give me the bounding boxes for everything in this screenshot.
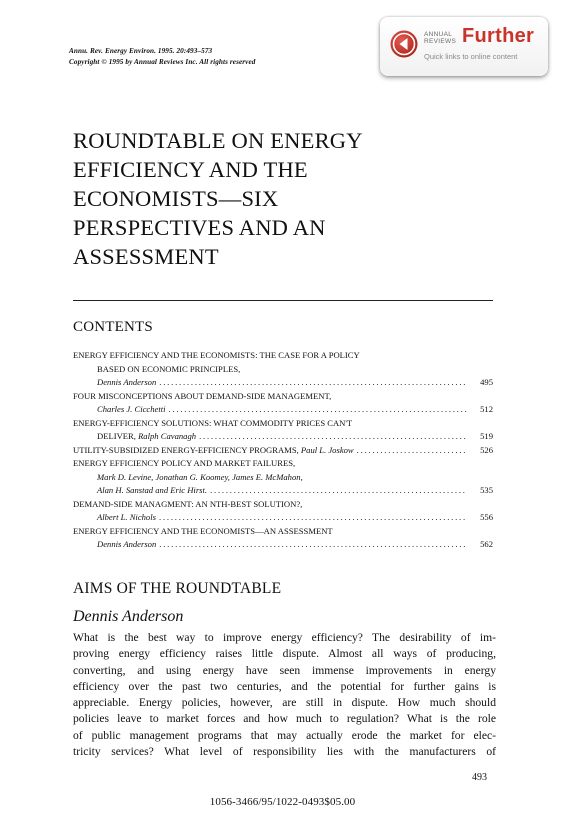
body-line: What is the best way to improve energy efficiency? The desirability of im- bbox=[73, 631, 496, 644]
toc-entry-author: Dennis Anderson bbox=[97, 377, 157, 387]
toc-entry-author: Ralph Cavanagh bbox=[138, 431, 197, 441]
article-title bbox=[73, 126, 363, 271]
wordmark-annual: ANNUAL bbox=[424, 31, 453, 38]
toc-entry-author: Dennis Anderson bbox=[97, 539, 157, 549]
body-line: efficiency over the past two centuries, and the potential for further gains is bbox=[73, 679, 496, 693]
section-heading: AIMS OF THE ROUNDTABLE bbox=[73, 580, 282, 597]
toc-entry-author-line[interactable] bbox=[73, 511, 493, 525]
contents-heading: CONTENTS bbox=[73, 319, 153, 335]
toc-entry-authors[interactable] bbox=[73, 471, 493, 485]
toc-entry-author-line[interactable] bbox=[73, 430, 493, 444]
toc-entry-author: Paul L. Joskow bbox=[300, 444, 354, 455]
toc-entry-page: 495 bbox=[480, 377, 493, 387]
page-number: 493 bbox=[472, 772, 487, 783]
toc-entry-author: Mark D. Levine, Jonathan G. Koomey, James E. McMahon, bbox=[97, 471, 303, 482]
toc-entry-title[interactable]: ENERGY EFFICIENCY AND THE ECONOMISTS—AN ASSESSMENT bbox=[73, 525, 333, 536]
toc-entry-author-line[interactable] bbox=[73, 403, 493, 417]
citation-line-journal: Annu. Rev. Energy Environ. 1995. 20:493–573 bbox=[69, 47, 213, 55]
toc-entry-title[interactable]: ENERGY EFFICIENCY AND THE ECONOMISTS: THE CASE FOR A POLICY bbox=[73, 350, 360, 360]
toc-entry-page: 556 bbox=[480, 512, 493, 522]
citation-line-copyright: Copyright © 1995 by Annual Reviews Inc. All rights reserved bbox=[69, 58, 256, 66]
toc-entry-author: Alan H. Sanstad and Eric Hirst. bbox=[97, 485, 208, 495]
toc-entry-author-line[interactable] bbox=[73, 376, 493, 390]
table-of-contents bbox=[73, 349, 493, 552]
toc-entry-title[interactable]: ENERGY-EFFICIENCY SOLUTIONS: WHAT COMMODITY PRICES CAN'T bbox=[73, 417, 353, 428]
footer-code: 1056-3466/95/1022-0493$05.00 bbox=[209, 796, 356, 808]
further-links-badge[interactable] bbox=[380, 17, 548, 76]
toc-entry-page: 512 bbox=[480, 404, 493, 414]
title-line: ASSESSMENT bbox=[73, 244, 219, 269]
body-line: converting, and using energy have seen immense improvements in energy bbox=[73, 663, 496, 677]
title-divider bbox=[73, 300, 493, 301]
toc-entry-page: 526 bbox=[480, 444, 493, 455]
toc-entry-author-line[interactable] bbox=[73, 484, 493, 498]
toc-entry-page: 562 bbox=[480, 539, 493, 549]
body-paragraph bbox=[73, 630, 496, 760]
toc-dot-leader bbox=[159, 511, 467, 525]
body-line: proving energy efficiency raises little dispute. Almost all ways of producing, bbox=[73, 647, 496, 661]
title-line: EFFICIENCY AND THE bbox=[73, 157, 308, 182]
toc-dot-leader bbox=[159, 376, 467, 390]
toc-dot-leader bbox=[159, 538, 467, 552]
red-arrow-circle-icon bbox=[389, 29, 419, 59]
toc-entry-title[interactable] bbox=[73, 444, 493, 458]
quick-links-tagline: Quick links to online content bbox=[424, 52, 518, 61]
toc-entry-author: Albert L. Nichols bbox=[97, 512, 156, 522]
title-line: ECONOMISTS—SIX bbox=[73, 186, 279, 211]
toc-entry-page: 535 bbox=[480, 485, 493, 495]
toc-dot-leader bbox=[169, 403, 468, 417]
wordmark-reviews: REVIEWS bbox=[424, 38, 457, 45]
journal-citation bbox=[69, 46, 255, 68]
toc-dot-leader bbox=[210, 484, 467, 498]
annual-reviews-wordmark bbox=[424, 31, 456, 45]
toc-entry-title[interactable]: FOUR MISCONCEPTIONS ABOUT DEMAND-SIDE MANAGEMENT, bbox=[73, 390, 332, 401]
toc-entry-title[interactable]: DEMAND-SIDE MANAGMENT: AN NTH-BEST SOLUTION?, bbox=[73, 498, 303, 509]
toc-entry-author: Charles J. Cicchetti bbox=[97, 404, 166, 414]
section-author: Dennis Anderson bbox=[73, 608, 184, 625]
toc-entry-page: 519 bbox=[480, 431, 493, 441]
toc-entry-title-cont: DELIVER, bbox=[97, 431, 139, 441]
toc-dot-leader bbox=[199, 430, 467, 444]
body-line: of public management programs that may actually erode the market for elec- bbox=[73, 728, 496, 742]
further-label: Further bbox=[462, 25, 535, 47]
toc-entry-author-line[interactable] bbox=[73, 538, 493, 552]
toc-entry-title-text: UTILITY-SUBSIDIZED ENERGY-EFFICIENCY PROGRAMS, bbox=[73, 444, 301, 455]
title-line: PERSPECTIVES AND AN bbox=[73, 215, 326, 240]
toc-entry-title-cont[interactable]: BASED ON ECONOMIC PRINCIPLES, bbox=[97, 363, 241, 374]
body-line: policies leave to market forces and how much to regulation? What is the role bbox=[73, 712, 496, 726]
toc-entry-title[interactable]: ENERGY EFFICIENCY POLICY AND MARKET FAILURES, bbox=[73, 458, 296, 468]
body-line: appreciable. Energy policies, however, are still in dispute. How much should bbox=[73, 696, 496, 710]
body-line: tricity services? What level of responsibility lies with the manufacturers of bbox=[73, 745, 496, 759]
toc-dot-leader bbox=[357, 444, 467, 458]
title-line: ROUNDTABLE ON ENERGY bbox=[73, 128, 363, 153]
